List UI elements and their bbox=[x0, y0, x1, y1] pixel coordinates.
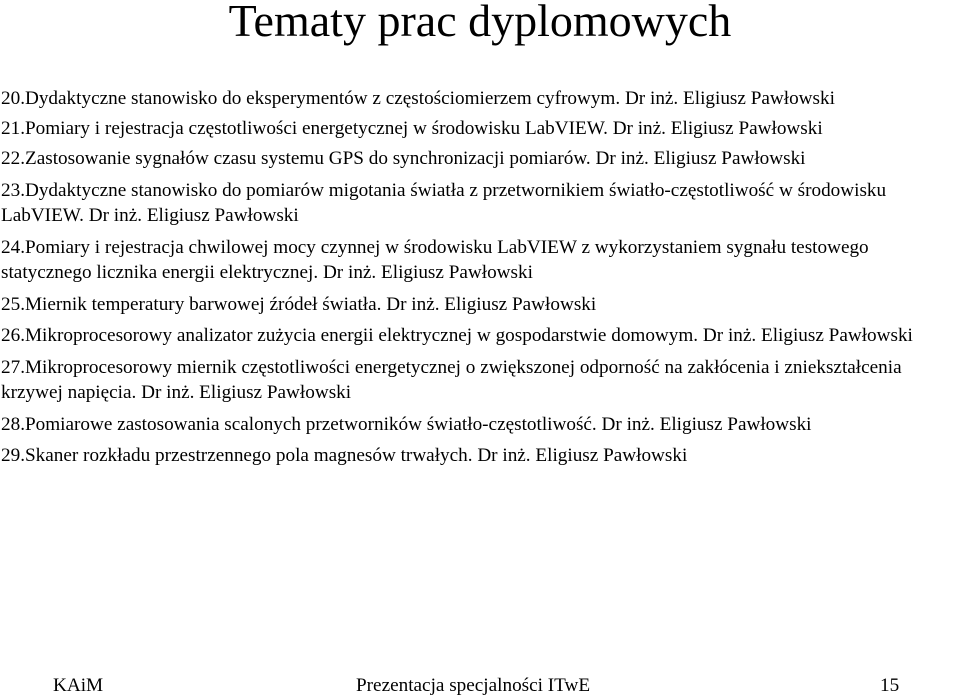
topic-title: Mikroprocesorowy miernik częstotliwości energetycznej o zwiększonej odporność na zakłócenia i zniekształcenia krzywej napięcia. bbox=[1, 356, 902, 403]
topic-supervisor: Dr inż. Eligiusz Pawłowski bbox=[601, 413, 812, 435]
topic-supervisor: Dr inż. Eligiusz Pawłowski bbox=[322, 262, 533, 283]
topic-title: Mikroprocesorowy analizator zużycia energii elektrycznej w gospodarstwie domowym. bbox=[24, 325, 699, 346]
topic-item-23 bbox=[0, 178, 958, 229]
topic-item-29 bbox=[0, 443, 958, 469]
topic-list bbox=[0, 86, 958, 469]
topic-number: 28. bbox=[1, 413, 25, 435]
slide-footer bbox=[0, 672, 960, 699]
topic-title: Miernik temperatury barwowej źródeł światła. bbox=[24, 293, 382, 315]
slide-title: Tematy prac dyplomowych bbox=[228, 0, 732, 46]
topic-number: 24. bbox=[1, 236, 25, 258]
topic-number: 22. bbox=[1, 148, 25, 169]
topic-item-28 bbox=[0, 412, 958, 438]
footer-presentation-title: Prezentacja specjalności ITwE bbox=[356, 675, 591, 696]
topic-item-27 bbox=[0, 355, 958, 406]
topic-number: 27. bbox=[1, 356, 25, 378]
topic-supervisor: Dr inż. Eligiusz Pawłowski bbox=[386, 293, 597, 315]
topic-title: Pomiary i rejestracja częstotliwości energetycznej w środowisku LabVIEW. bbox=[24, 117, 608, 139]
footer-page-number: 15 bbox=[880, 675, 900, 696]
topic-title: Skaner rozkładu przestrzennego pola magnesów trwałych. bbox=[24, 445, 473, 466]
topic-item-24 bbox=[0, 235, 958, 286]
topic-supervisor: Dr inż. Eligiusz Pawłowski bbox=[477, 445, 688, 466]
topic-number: 26. bbox=[1, 325, 25, 346]
topic-number: 23. bbox=[1, 179, 25, 201]
topic-item-26 bbox=[0, 323, 958, 349]
topic-number: 25. bbox=[1, 293, 25, 315]
topic-supervisor: Dr inż. Eligiusz Pawłowski bbox=[624, 88, 835, 109]
topic-item-20 bbox=[0, 86, 958, 112]
topic-title: Dydaktyczne stanowisko do pomiarów migotania światła z przetwornikiem światło-częstotliwość w środowisku LabVIEW. bbox=[1, 179, 887, 226]
topic-supervisor: Dr inż. Eligiusz Pawłowski bbox=[595, 148, 806, 169]
topic-item-22 bbox=[0, 146, 958, 172]
topic-title: Pomiarowe zastosowania scalonych przetworników światło-częstotliwość. bbox=[24, 413, 597, 435]
topic-title: Dydaktyczne stanowisko do eksperymentów z częstościomierzem cyfrowym. bbox=[24, 88, 621, 109]
topic-supervisor: Dr inż. Eligiusz Pawłowski bbox=[141, 382, 352, 403]
topic-number: 20. bbox=[1, 88, 25, 109]
footer-department: KAiM bbox=[53, 675, 104, 696]
topic-supervisor: Dr inż. Eligiusz Pawłowski bbox=[702, 325, 913, 346]
topic-item-21 bbox=[0, 116, 958, 142]
topic-supervisor: Dr inż. Eligiusz Pawłowski bbox=[88, 205, 299, 226]
topic-title: Zastosowanie sygnałów czasu systemu GPS do synchronizacji pomiarów. bbox=[24, 148, 591, 169]
topic-supervisor: Dr inż. Eligiusz Pawłowski bbox=[612, 117, 823, 139]
topic-number: 29. bbox=[1, 445, 25, 466]
topic-item-25 bbox=[0, 292, 958, 318]
topic-number: 21. bbox=[1, 117, 25, 139]
topic-title: Pomiary i rejestracja chwilowej mocy czynnej w środowisku LabVIEW z wykorzystaniem sygnału testowego statycznego licznika energii elektrycznej. bbox=[1, 236, 869, 283]
